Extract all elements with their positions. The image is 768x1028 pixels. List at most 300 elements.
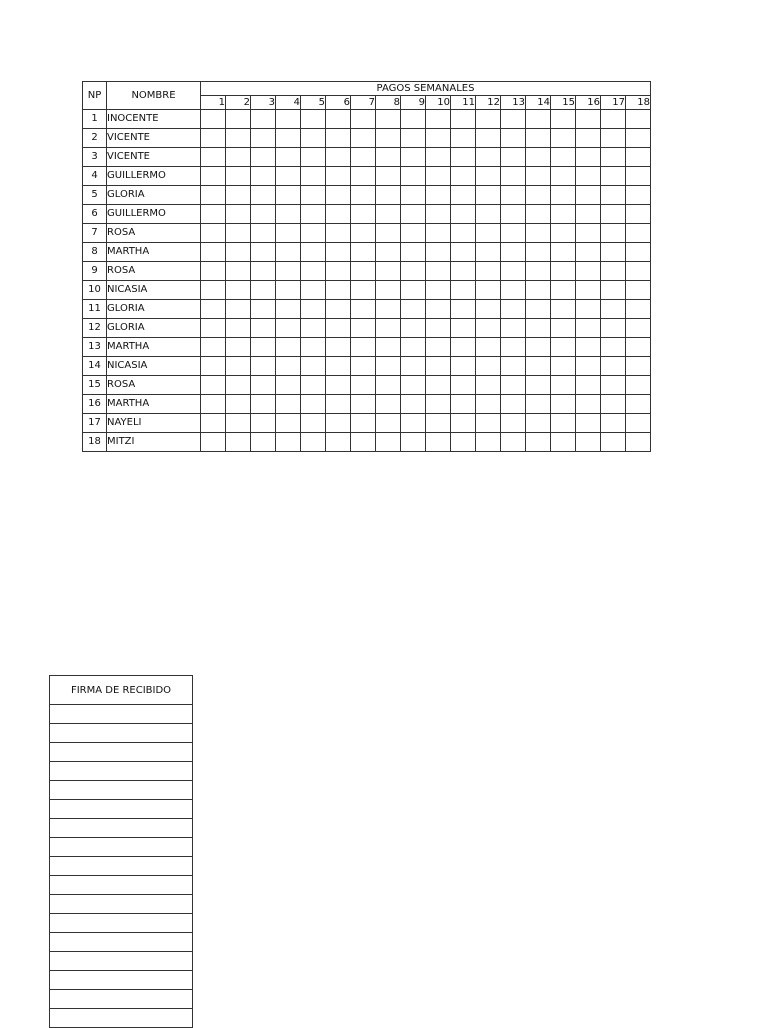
payment-cell[interactable] [376,281,401,300]
payment-cell[interactable] [426,205,451,224]
payment-cell[interactable] [626,186,651,205]
payment-cell[interactable] [401,148,426,167]
payment-cell[interactable] [626,243,651,262]
payment-cell[interactable] [226,205,251,224]
payment-cell[interactable] [501,224,526,243]
payment-cell[interactable] [201,338,226,357]
payment-cell[interactable] [576,129,601,148]
payment-cell[interactable] [426,357,451,376]
payment-cell[interactable] [201,281,226,300]
payment-cell[interactable] [501,148,526,167]
payment-cell[interactable] [476,262,501,281]
payment-cell[interactable] [301,186,326,205]
payment-cell[interactable] [576,148,601,167]
payment-cell[interactable] [326,395,351,414]
payment-cell[interactable] [476,243,501,262]
payment-cell[interactable] [601,338,626,357]
payment-cell[interactable] [401,395,426,414]
payment-cell[interactable] [576,224,601,243]
payment-cell[interactable] [276,224,301,243]
payment-cell[interactable] [426,110,451,129]
payment-cell[interactable] [476,167,501,186]
payment-cell[interactable] [576,167,601,186]
payment-cell[interactable] [351,433,376,452]
payment-cell[interactable] [301,338,326,357]
payment-cell[interactable] [376,433,401,452]
payment-cell[interactable] [601,224,626,243]
payment-cell[interactable] [451,205,476,224]
payment-cell[interactable] [576,110,601,129]
payment-cell[interactable] [326,243,351,262]
payment-cell[interactable] [601,319,626,338]
payment-cell[interactable] [576,243,601,262]
payment-cell[interactable] [401,205,426,224]
payment-cell[interactable] [276,205,301,224]
payment-cell[interactable] [601,129,626,148]
payment-cell[interactable] [351,167,376,186]
payment-cell[interactable] [376,129,401,148]
payment-cell[interactable] [401,129,426,148]
payment-cell[interactable] [526,433,551,452]
payment-cell[interactable] [526,167,551,186]
payment-cell[interactable] [626,376,651,395]
payment-cell[interactable] [551,262,576,281]
signature-cell[interactable] [50,914,193,933]
signature-cell[interactable] [50,933,193,952]
payment-cell[interactable] [601,357,626,376]
payment-cell[interactable] [276,186,301,205]
payment-cell[interactable] [626,300,651,319]
payment-cell[interactable] [351,376,376,395]
payment-cell[interactable] [351,205,376,224]
payment-cell[interactable] [626,262,651,281]
payment-cell[interactable] [351,148,376,167]
payment-cell[interactable] [426,243,451,262]
payment-cell[interactable] [601,205,626,224]
payment-cell[interactable] [326,433,351,452]
payment-cell[interactable] [576,262,601,281]
payment-cell[interactable] [526,205,551,224]
payment-cell[interactable] [501,186,526,205]
payment-cell[interactable] [426,300,451,319]
payment-cell[interactable] [526,186,551,205]
payment-cell[interactable] [476,281,501,300]
payment-cell[interactable] [451,148,476,167]
payment-cell[interactable] [626,205,651,224]
payment-cell[interactable] [251,243,276,262]
payment-cell[interactable] [451,433,476,452]
payment-cell[interactable] [451,300,476,319]
payment-cell[interactable] [251,262,276,281]
payment-cell[interactable] [251,338,276,357]
payment-cell[interactable] [376,338,401,357]
payment-cell[interactable] [426,395,451,414]
payment-cell[interactable] [601,262,626,281]
payment-cell[interactable] [526,300,551,319]
payment-cell[interactable] [326,338,351,357]
payment-cell[interactable] [376,414,401,433]
payment-cell[interactable] [451,129,476,148]
payment-cell[interactable] [626,395,651,414]
payment-cell[interactable] [401,414,426,433]
payment-cell[interactable] [376,224,401,243]
payment-cell[interactable] [451,110,476,129]
payment-cell[interactable] [226,300,251,319]
payment-cell[interactable] [601,243,626,262]
payment-cell[interactable] [576,205,601,224]
payment-cell[interactable] [226,129,251,148]
payment-cell[interactable] [576,357,601,376]
signature-cell[interactable] [50,762,193,781]
payment-cell[interactable] [601,281,626,300]
payment-cell[interactable] [551,319,576,338]
payment-cell[interactable] [351,319,376,338]
payment-cell[interactable] [526,224,551,243]
payment-cell[interactable] [251,129,276,148]
payment-cell[interactable] [576,186,601,205]
payment-cell[interactable] [301,148,326,167]
payment-cell[interactable] [501,262,526,281]
payment-cell[interactable] [501,414,526,433]
payment-cell[interactable] [301,433,326,452]
payment-cell[interactable] [376,186,401,205]
payment-cell[interactable] [401,186,426,205]
payment-cell[interactable] [526,110,551,129]
payment-cell[interactable] [351,224,376,243]
payment-cell[interactable] [426,262,451,281]
payment-cell[interactable] [601,167,626,186]
payment-cell[interactable] [226,167,251,186]
signature-cell[interactable] [50,971,193,990]
payment-cell[interactable] [301,357,326,376]
payment-cell[interactable] [601,433,626,452]
payment-cell[interactable] [551,205,576,224]
payment-cell[interactable] [201,205,226,224]
payment-cell[interactable] [626,148,651,167]
payment-cell[interactable] [426,319,451,338]
signature-cell[interactable] [50,819,193,838]
signature-cell[interactable] [50,1009,193,1028]
payment-cell[interactable] [451,186,476,205]
payment-cell[interactable] [376,205,401,224]
payment-cell[interactable] [576,395,601,414]
payment-cell[interactable] [226,110,251,129]
payment-cell[interactable] [226,281,251,300]
payment-cell[interactable] [526,319,551,338]
payment-cell[interactable] [626,338,651,357]
payment-cell[interactable] [251,414,276,433]
payment-cell[interactable] [276,110,301,129]
payment-cell[interactable] [576,300,601,319]
payment-cell[interactable] [276,414,301,433]
payment-cell[interactable] [251,319,276,338]
payment-cell[interactable] [526,414,551,433]
payment-cell[interactable] [551,376,576,395]
payment-cell[interactable] [626,167,651,186]
payment-cell[interactable] [626,281,651,300]
payment-cell[interactable] [276,338,301,357]
payment-cell[interactable] [276,376,301,395]
payment-cell[interactable] [501,357,526,376]
payment-cell[interactable] [401,110,426,129]
payment-cell[interactable] [426,186,451,205]
payment-cell[interactable] [526,357,551,376]
payment-cell[interactable] [526,338,551,357]
payment-cell[interactable] [226,224,251,243]
payment-cell[interactable] [451,338,476,357]
signature-cell[interactable] [50,895,193,914]
payment-cell[interactable] [226,319,251,338]
payment-cell[interactable] [551,243,576,262]
payment-cell[interactable] [351,357,376,376]
payment-cell[interactable] [551,110,576,129]
payment-cell[interactable] [476,357,501,376]
payment-cell[interactable] [226,262,251,281]
signature-cell[interactable] [50,952,193,971]
payment-cell[interactable] [451,262,476,281]
payment-cell[interactable] [251,281,276,300]
payment-cell[interactable] [551,186,576,205]
signature-cell[interactable] [50,857,193,876]
payment-cell[interactable] [476,148,501,167]
payment-cell[interactable] [451,357,476,376]
payment-cell[interactable] [401,338,426,357]
payment-cell[interactable] [201,129,226,148]
payment-cell[interactable] [376,243,401,262]
payment-cell[interactable] [551,224,576,243]
payment-cell[interactable] [626,129,651,148]
payment-cell[interactable] [326,319,351,338]
payment-cell[interactable] [201,319,226,338]
payment-cell[interactable] [276,300,301,319]
payment-cell[interactable] [326,186,351,205]
payment-cell[interactable] [551,338,576,357]
payment-cell[interactable] [251,357,276,376]
payment-cell[interactable] [301,129,326,148]
payment-cell[interactable] [501,167,526,186]
payment-cell[interactable] [226,243,251,262]
payment-cell[interactable] [226,186,251,205]
payment-cell[interactable] [276,262,301,281]
signature-cell[interactable] [50,724,193,743]
payment-cell[interactable] [276,167,301,186]
payment-cell[interactable] [626,319,651,338]
payment-cell[interactable] [576,433,601,452]
payment-cell[interactable] [251,433,276,452]
payment-cell[interactable] [501,319,526,338]
payment-cell[interactable] [276,129,301,148]
payment-cell[interactable] [551,167,576,186]
payment-cell[interactable] [251,167,276,186]
payment-cell[interactable] [376,148,401,167]
payment-cell[interactable] [351,395,376,414]
payment-cell[interactable] [476,186,501,205]
payment-cell[interactable] [201,376,226,395]
payment-cell[interactable] [401,300,426,319]
payment-cell[interactable] [301,243,326,262]
payment-cell[interactable] [276,243,301,262]
payment-cell[interactable] [501,205,526,224]
payment-cell[interactable] [401,167,426,186]
payment-cell[interactable] [401,357,426,376]
payment-cell[interactable] [301,110,326,129]
payment-cell[interactable] [326,357,351,376]
payment-cell[interactable] [226,433,251,452]
payment-cell[interactable] [226,338,251,357]
payment-cell[interactable] [276,319,301,338]
payment-cell[interactable] [201,262,226,281]
payment-cell[interactable] [476,376,501,395]
payment-cell[interactable] [626,414,651,433]
payment-cell[interactable] [201,300,226,319]
payment-cell[interactable] [426,376,451,395]
payment-cell[interactable] [276,395,301,414]
payment-cell[interactable] [626,433,651,452]
payment-cell[interactable] [551,395,576,414]
payment-cell[interactable] [201,186,226,205]
payment-cell[interactable] [476,205,501,224]
payment-cell[interactable] [426,281,451,300]
payment-cell[interactable] [426,224,451,243]
payment-cell[interactable] [451,376,476,395]
payment-cell[interactable] [301,395,326,414]
signature-cell[interactable] [50,990,193,1009]
payment-cell[interactable] [451,224,476,243]
payment-cell[interactable] [376,395,401,414]
payment-cell[interactable] [601,376,626,395]
payment-cell[interactable] [201,148,226,167]
payment-cell[interactable] [301,300,326,319]
payment-cell[interactable] [351,129,376,148]
payment-cell[interactable] [226,395,251,414]
payment-cell[interactable] [301,262,326,281]
payment-cell[interactable] [351,300,376,319]
payment-cell[interactable] [601,395,626,414]
payment-cell[interactable] [451,167,476,186]
payment-cell[interactable] [526,262,551,281]
payment-cell[interactable] [201,243,226,262]
payment-cell[interactable] [501,243,526,262]
payment-cell[interactable] [301,167,326,186]
payment-cell[interactable] [501,338,526,357]
payment-cell[interactable] [351,281,376,300]
payment-cell[interactable] [301,224,326,243]
payment-cell[interactable] [576,338,601,357]
payment-cell[interactable] [276,281,301,300]
payment-cell[interactable] [226,357,251,376]
payment-cell[interactable] [426,167,451,186]
payment-cell[interactable] [401,433,426,452]
payment-cell[interactable] [351,186,376,205]
payment-cell[interactable] [476,338,501,357]
payment-cell[interactable] [526,148,551,167]
payment-cell[interactable] [551,148,576,167]
payment-cell[interactable] [326,281,351,300]
payment-cell[interactable] [376,357,401,376]
payment-cell[interactable] [551,433,576,452]
payment-cell[interactable] [401,281,426,300]
payment-cell[interactable] [251,395,276,414]
payment-cell[interactable] [401,243,426,262]
payment-cell[interactable] [526,129,551,148]
payment-cell[interactable] [426,414,451,433]
payment-cell[interactable] [401,319,426,338]
payment-cell[interactable] [551,300,576,319]
payment-cell[interactable] [301,376,326,395]
payment-cell[interactable] [576,281,601,300]
payment-cell[interactable] [326,110,351,129]
payment-cell[interactable] [226,376,251,395]
payment-cell[interactable] [451,414,476,433]
payment-cell[interactable] [201,433,226,452]
payment-cell[interactable] [551,129,576,148]
payment-cell[interactable] [301,281,326,300]
payment-cell[interactable] [326,167,351,186]
payment-cell[interactable] [251,376,276,395]
payment-cell[interactable] [376,110,401,129]
payment-cell[interactable] [401,262,426,281]
payment-cell[interactable] [401,376,426,395]
signature-cell[interactable] [50,705,193,724]
payment-cell[interactable] [351,262,376,281]
payment-cell[interactable] [576,319,601,338]
payment-cell[interactable] [251,110,276,129]
payment-cell[interactable] [476,319,501,338]
payment-cell[interactable] [201,395,226,414]
payment-cell[interactable] [476,129,501,148]
payment-cell[interactable] [601,414,626,433]
payment-cell[interactable] [551,281,576,300]
payment-cell[interactable] [601,186,626,205]
payment-cell[interactable] [226,414,251,433]
payment-cell[interactable] [526,376,551,395]
payment-cell[interactable] [201,357,226,376]
payment-cell[interactable] [251,186,276,205]
payment-cell[interactable] [351,243,376,262]
payment-cell[interactable] [476,433,501,452]
payment-cell[interactable] [351,110,376,129]
payment-cell[interactable] [376,376,401,395]
payment-cell[interactable] [201,110,226,129]
payment-cell[interactable] [301,414,326,433]
payment-cell[interactable] [501,376,526,395]
signature-cell[interactable] [50,781,193,800]
payment-cell[interactable] [626,110,651,129]
payment-cell[interactable] [451,281,476,300]
payment-cell[interactable] [576,414,601,433]
payment-cell[interactable] [551,414,576,433]
payment-cell[interactable] [326,148,351,167]
payment-cell[interactable] [326,224,351,243]
signature-cell[interactable] [50,838,193,857]
payment-cell[interactable] [326,129,351,148]
payment-cell[interactable] [401,224,426,243]
payment-cell[interactable] [351,338,376,357]
payment-cell[interactable] [526,281,551,300]
payment-cell[interactable] [501,110,526,129]
payment-cell[interactable] [376,319,401,338]
payment-cell[interactable] [476,224,501,243]
payment-cell[interactable] [301,319,326,338]
payment-cell[interactable] [576,376,601,395]
payment-cell[interactable] [326,300,351,319]
payment-cell[interactable] [226,148,251,167]
payment-cell[interactable] [501,281,526,300]
payment-cell[interactable] [276,148,301,167]
payment-cell[interactable] [376,300,401,319]
payment-cell[interactable] [276,357,301,376]
payment-cell[interactable] [326,414,351,433]
